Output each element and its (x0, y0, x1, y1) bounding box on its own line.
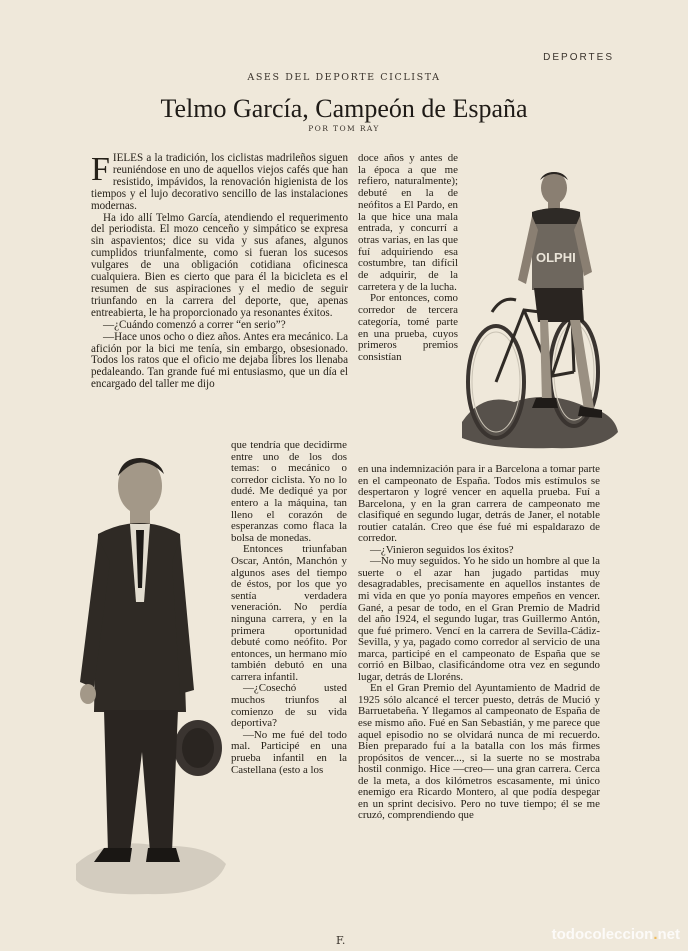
paragraph-opening: FIELES a la tradición, los ciclistas madrileños siguen reuniéndose en uno de aquellos viejos cafés que han resistido, impávidos, la renovación higienista de los tiempos y el lujo decorativo sencillo de las instalaciones modernas. (91, 151, 348, 212)
jersey-lettering: OLPHI (536, 250, 576, 265)
column-right-narrow (358, 153, 458, 364)
byline: POR TOM RAY (308, 124, 380, 133)
paragraph: Por entonces, como corredor de tercera categoría, tomé parte en una prueba, cuyos primeros premios consistían (358, 292, 458, 363)
paragraph: Entonces triunfaban Oscar, Antón, Manchón y algunos ases del tiempo de éstos, por los que yo sentía verdadera veneración. No perdía ninguna carrera, y en la primera oportunidad debuté como neófito. Por entonces, un hermano mío también debutó en una carrera infantil. (231, 543, 347, 683)
column-right-bottom (358, 464, 600, 822)
paragraph: En el Gran Premio del Ayuntamiento de Madrid de 1925 sólo alcancé el tercer puesto, detrás de Mució y Barruetabeña. Y llegamos al campeonato de España de ese mismo año. Fué en San Sebastián, y me parece que aquel episodio no se olvidará nunca de mi recuerdo. Bien preparado fuí a la batalla con los más firmes propósitos de vencer..., si la suerte no se mostraba hostil conmigo. Hice —creo— una gran carrera. Cerca de la meta, a dos kilómetros escasamente, mi único enemigo era Ricardo Montero, al que podía despegar en un sprint decisivo. Pero no tuve tiempo; él se me cruzó, comprendiendo que (358, 682, 600, 822)
dropcap: F (91, 151, 110, 188)
paragraph: —No me fué del todo mal. Participé en una prueba infantil en la Castellana (esto a los (231, 728, 347, 776)
section-header: DEPORTES (543, 52, 614, 63)
watermark: todocoleccion.net (551, 926, 680, 943)
paragraph: en una indemnización para ir a Barcelona a tomar parte en el campeonato de España. Todos mis estímulos se despertaron y logré vencer en aquella prueba. Fuí a Barcelona, y en la gran carrera de campeonato me clasifiqué en segundo lugar, detrás de Janer, el notable routier catalán. Creo que ése fué mi espaldarazo de corredor. (358, 463, 600, 545)
paragraph: Ha ido allí Telmo García, atendiendo el requerimento del periodista. El mozo cenceño y simpático se expresa sin aspavientos; dice su vida y sus afanes, algunos cumplidos triunfalmente, como si fueran los sucesos vulgares de una obligación cotidiana oficinesca cualquiera. Bien es cierto que para él la bicicleta es el resumen de sus aspiraciones y el medio de seguir triunfando en la carrera del deporte, que, apenas entreabierta, le ha proporcionado ya resonantes éxitos. (91, 211, 348, 319)
article-title: Telmo García, Campeón de España (160, 94, 528, 123)
standing-portrait-photo (68, 452, 230, 898)
paragraph: —No muy seguidos. Yo he sido un hombre al que la suerte o el azar han jugado partidas muy desagradables, precisamente en aquellos instantes de mi vida en que yo ponía mayores empeños en vencer. Gané, a pesar de todo, en el Gran Premio de Madrid del año 1924, el segundo lugar, tras Guillermo Antón, que fué primero. Vencí en la carrera de Sevilla-Cádiz-Sevilla, y ya, pagado como corredor al servicio de una marca, participé en el campeonato de España que se corrió en Bilbao, clasificándome otra vez en segundo lugar, detrás de Lloréns. (358, 555, 600, 683)
series-kicker: ASES DEL DEPORTE CICLISTA (247, 72, 441, 83)
column-left-narrow (231, 440, 347, 776)
paragraph: doce años y antes de la época a que me refiero, naturalmente); debuté en la de neófitos a El Pardo, en la que hice una mala entrada, y concurrí a otras varias, en las que fuí adquiriendo esa costumbre, tan difícil de adquirir, de la carretera y de la lucha. (358, 152, 458, 293)
paragraph: —¿Cosechó usted muchos triunfos al comienzo de su vida deportiva? (231, 682, 347, 730)
column-left-top (91, 153, 348, 391)
paragraph: que tendría que decidirme entre uno de los dos temas: o mecánico o corredor ciclista. Yo no lo dudé. Me dediqué ya por entero a la máquina, tan lleno el corazón de esperanzas como flaca la bolsa de monedas. (231, 439, 347, 544)
cyclist-with-bicycle-photo (452, 160, 622, 452)
paragraph: —¿Vinieron seguidos los éxitos? (370, 543, 514, 556)
page-signature: F. (336, 934, 346, 947)
paragraph: —Hace unos ocho o diez años. Antes era mecánico. La afición por la bici me tenía, sin embargo, obsesionado. Todos los ratos que el oficio me dejaba libres los llenaba pedaleando. Tan grande fué mi entusiasmo, que un día el encargado del taller me dijo (91, 330, 348, 391)
paragraph: —¿Cuándo comenzó a correr “en serio”? (103, 318, 286, 331)
